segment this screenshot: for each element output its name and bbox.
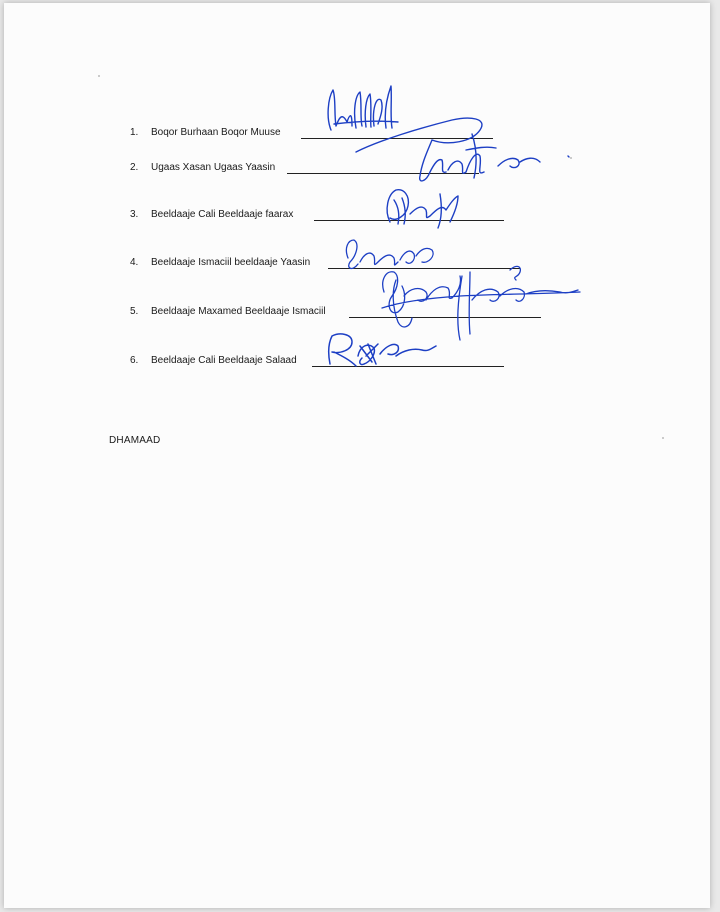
scan-speck bbox=[662, 437, 664, 439]
row-number: 4. bbox=[130, 257, 139, 268]
signatory-name: Boqor Burhaan Boqor Muuse bbox=[151, 127, 281, 138]
signatory-name: Beeldaaje Maxamed Beeldaaje Ismaciil bbox=[151, 306, 326, 317]
scan-speck bbox=[98, 75, 100, 77]
row-number: 3. bbox=[130, 209, 139, 220]
row-number: 5. bbox=[130, 306, 139, 317]
signature-line bbox=[312, 366, 504, 367]
signatory-name: Beeldaaje Ismaciil beeldaaje Yaasin bbox=[151, 257, 311, 268]
signature-line bbox=[301, 138, 493, 139]
signature-line bbox=[314, 220, 504, 221]
closing-text: DHAMAAD bbox=[109, 435, 161, 446]
row-number: 2. bbox=[130, 162, 139, 173]
signature-line bbox=[328, 268, 520, 269]
signature-line bbox=[349, 317, 541, 318]
signatory-name: Beeldaaje Cali Beeldaaje faarax bbox=[151, 209, 294, 220]
signatory-name: Ugaas Xasan Ugaas Yaasin bbox=[151, 162, 276, 173]
signature-line bbox=[287, 173, 479, 174]
row-number: 6. bbox=[130, 355, 139, 366]
signatory-name: Beeldaaje Cali Beeldaaje Salaad bbox=[151, 355, 297, 366]
scan-speck bbox=[570, 157, 572, 159]
signatory-list bbox=[4, 3, 710, 403]
document-page bbox=[4, 3, 710, 908]
row-number: 1. bbox=[130, 127, 139, 138]
